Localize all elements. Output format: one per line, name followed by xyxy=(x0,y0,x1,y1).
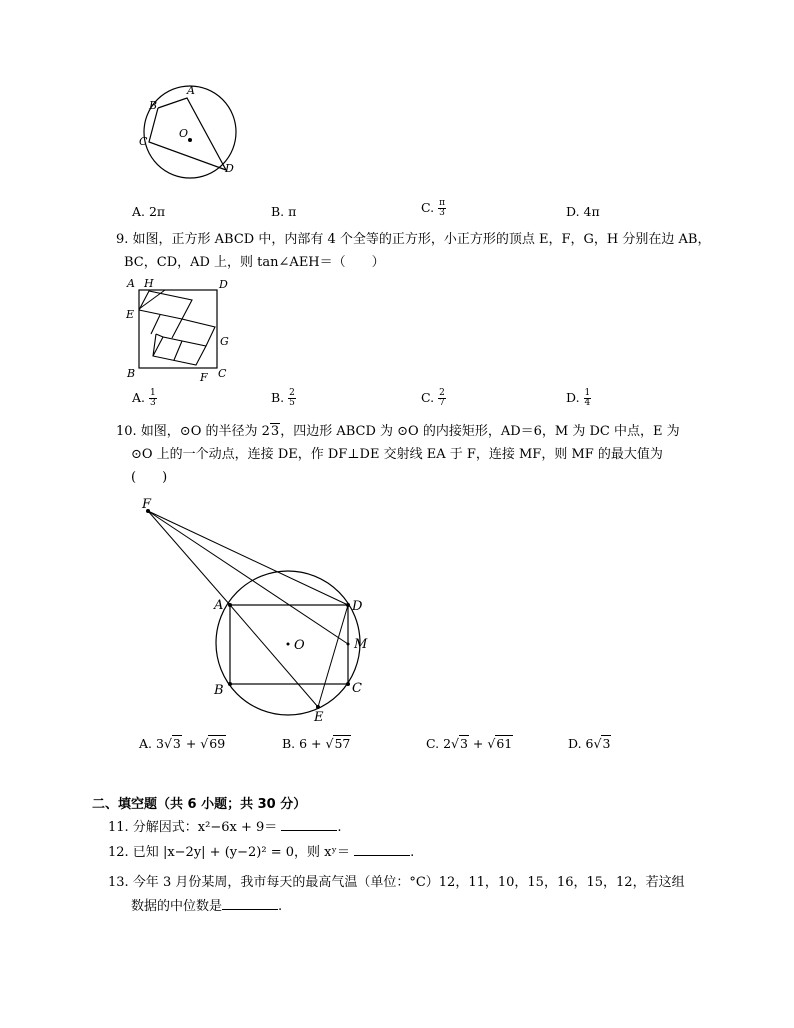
fig10-label-d: D xyxy=(352,599,363,614)
q10-text-line1: 10. 如图，⊙O 的半径为 23，四边形 ABCD 为 ⊙O 的内接矩形，AD＝6，M 为 DC 中点，E 为 xyxy=(116,424,680,439)
fig9-label-g: G xyxy=(220,335,229,348)
fig10-label-m: M xyxy=(354,637,368,652)
q8-circle-figure xyxy=(135,82,245,182)
q9-text-line2: BC，CD，AD 上，则 tan∠AEH＝（ ） xyxy=(124,255,385,270)
q9-option-c: C. $\frac{2}{7}$ xyxy=(421,388,445,408)
fig8-label-o: O xyxy=(179,127,189,140)
q8-option-c: C. $\frac{\pi}{3}$ xyxy=(421,198,445,218)
q8-option-d: D. 4π xyxy=(566,204,600,219)
q9-option-a: A. $\frac{1}{3}$ xyxy=(132,388,156,408)
q13-answer-blank[interactable] xyxy=(222,897,278,910)
q10-option-a: A. 3√3 + √69 xyxy=(139,736,226,751)
fig10-label-f: F xyxy=(142,497,152,512)
fig9-label-c: C xyxy=(218,367,227,380)
fig9-label-f: F xyxy=(200,371,208,384)
q13-text-line1: 13. 今年 3 月份某周，我市每天的最高气温（单位：°C）12，11，10，15，16，15，12，若这组 xyxy=(108,875,685,890)
fig8-label-c: C xyxy=(139,135,148,148)
q12-text: 12. 已知 |x−2y| + (y−2)² = 0，则 xʸ＝ . xyxy=(108,845,415,860)
q8-option-b: B. π xyxy=(271,204,297,219)
q13-text-line2: 数据的中位数是 . xyxy=(131,899,283,914)
fig10-label-b: B xyxy=(214,683,224,698)
q9-text-line1: 9. 如图，正方形 ABCD 中，内部有 4 个全等的正方形，小正方形的顶点 E，F，G，H 分别在边 AB， xyxy=(116,232,711,247)
fig9-label-d: D xyxy=(219,278,228,291)
fig10-label-a: A xyxy=(214,598,224,613)
fig10-label-c: C xyxy=(352,681,362,696)
q10-circle-figure xyxy=(130,495,390,730)
q10-text-line3: ( ) xyxy=(131,470,168,485)
q9-square-figure xyxy=(122,275,242,385)
q8-option-a: A. 2π xyxy=(132,204,166,219)
fig9-label-b: B xyxy=(127,367,136,380)
q9-option-d: D. $\frac{1}{4}$ xyxy=(566,388,591,408)
fig8-label-b: B xyxy=(149,99,158,112)
fig9-label-a: A xyxy=(127,277,135,290)
fig9-label-e: E xyxy=(126,308,135,321)
q9-option-b: B. $\frac{2}{5}$ xyxy=(271,388,295,408)
fig10-label-o: O xyxy=(294,638,305,653)
q10-option-d: D. 6√3 xyxy=(568,736,611,751)
q10-option-b: B. 6 + √57 xyxy=(282,736,351,751)
q12-answer-blank[interactable] xyxy=(354,843,410,856)
q11-text: 11. 分解因式：x²−6x + 9＝ . xyxy=(108,820,342,835)
q10-option-c: C. 2√3 + √61 xyxy=(426,736,513,751)
fig8-label-d: D xyxy=(225,162,234,175)
section-fill-in-title: 二、填空题（共 6 小题；共 30 分） xyxy=(92,797,307,812)
fig10-label-e: E xyxy=(314,710,324,725)
q10-text-line2: ⊙O 上的一个动点，连接 DE，作 DF⊥DE 交射线 EA 于 F，连接 MF，则 MF 的最大值为 xyxy=(131,447,663,462)
q11-answer-blank[interactable] xyxy=(281,818,337,831)
fig9-label-h: H xyxy=(144,277,154,290)
fig8-label-a: A xyxy=(187,84,195,97)
